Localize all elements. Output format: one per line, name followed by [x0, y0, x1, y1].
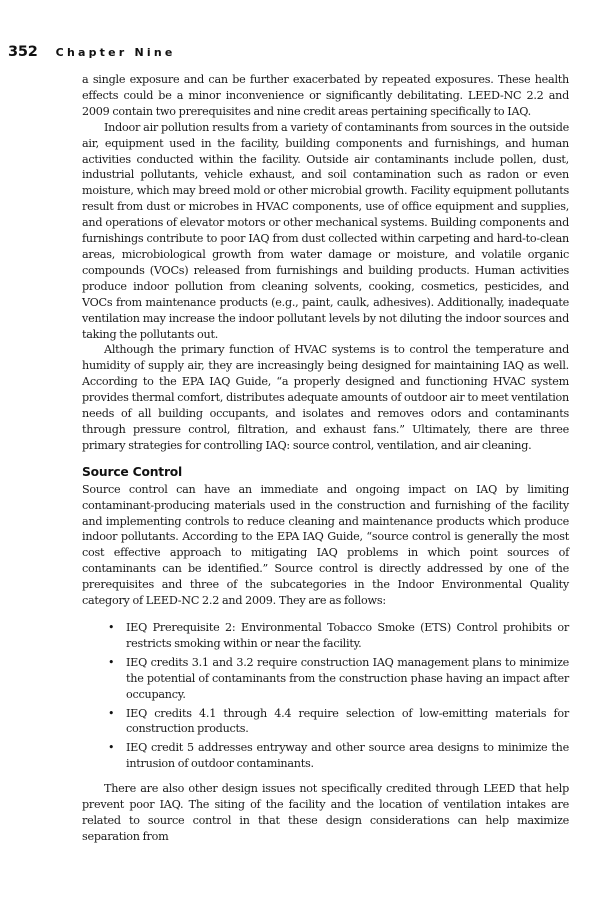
- running-head: [8, 44, 176, 64]
- paragraph-other-design-issues: There are also other design issues not specifically credited through LEED that help prevent poor IAQ. The siting of the facility and the location of ventilation intakes are related to source control in that these design considerations can help maximize separation from: [82, 782, 569, 843]
- body-text: [82, 72, 569, 845]
- bullet-list: [82, 620, 569, 772]
- bullet-icon: •: [108, 741, 115, 755]
- bullet-icon: •: [108, 621, 115, 634]
- list-item-text: IEQ credit 5 addresses entryway and other source area designs to minimize the intrusion of outdoor contaminants.: [126, 741, 569, 771]
- bullet-icon: •: [108, 706, 115, 720]
- list-item-text: IEQ credits 4.1 through 4.4 require selection of low-emitting materials for construction products.: [126, 706, 569, 736]
- list-item: [108, 655, 569, 703]
- paragraph-indoor-air-pollution: Indoor air pollution results from a variety of contaminants from sources in the outside air, equipment used in the facility, building components and furnishings, and human activities conducted within the facility. Outside air contaminants include pollen, dust, industrial pollutants, vehicle exhaust, and soil contamination such as radon or even moisture, which may breed mold or other microbial growth. Facility equipment pollutants result from dust or microbes in HVAC components, use of office equipment and supplies, and operations of elevator motors or other mechanical systems. Building components and furnishings contribute to poor IAQ from dust collected within carpeting and hard-to-clean areas, microbiological growth from water damage or moisture, and volatile organic compounds (VOCs) released from furnishings and building products. Human activities produce indoor pollution from cleaning solvents, cooking, cosmetics, pesticides, and VOCs from maintenance products (e.g., paint, caulk, adhesives). Additionally, inadequate ventilation may increase the indoor pollutant levels by not diluting the indoor sources and taking the pollutants out.: [82, 120, 569, 341]
- list-item: [108, 620, 569, 652]
- list-item-text: IEQ credits 3.1 and 3.2 require construction IAQ management plans to minimize the potential of contaminants from the construction phase having an impact after occupancy.: [126, 655, 569, 701]
- paragraph-hvac-systems: Although the primary function of HVAC systems is to control the temperature and humidity of supply air, they are increasingly being designed for maintaining IAQ as well. According to the EPA IAQ Guide, “a properly designed and functioning HVAC system provides thermal comfort, distributes adequate amounts of outdoor air to meet ventilation needs of all building occupants, and isolates and removes odors and contaminants through pressure control, filtration, and exhaust fans.” Ultimately, there are three primary strategies for controlling IAQ: source control, ventilation, and air cleaning.: [82, 343, 569, 452]
- list-item: [108, 740, 569, 772]
- chapter-title: Chapter Nine: [55, 46, 176, 59]
- list-item: [108, 706, 569, 738]
- paragraph-continuation: a single exposure and can be further exacerbated by repeated exposures. These health effects could be a minor inconvenience or significantly debilitating. LEED-NC 2.2 and 2009 contain two prerequisites and nine credit areas pertaining specifically to IAQ.: [82, 73, 569, 118]
- paragraph-source-control: Source control can have an immediate and ongoing impact on IAQ by limiting contaminant-producing materials used in the construction and furnishing of the facility and implementing controls to reduce cleaning and maintenance products which produce indoor pollutants. According to the EPA IAQ Guide, “source control is generally the most cost effective approach to mitigating IAQ problems in which point sources of contaminants can be identified.” Source control is directly addressed by one of the prerequisites and three of the subcategories in the Indoor Environmental Quality category of LEED-NC 2.2 and 2009. They are as follows:: [82, 482, 569, 608]
- section-heading: Source Control: [82, 464, 183, 479]
- page-number: 352: [8, 44, 38, 60]
- list-item-text: IEQ Prerequisite 2: Environmental Tobacco Smoke (ETS) Control prohibits or restricts smoking within or near the facility.: [126, 621, 569, 650]
- bullet-icon: •: [108, 655, 115, 669]
